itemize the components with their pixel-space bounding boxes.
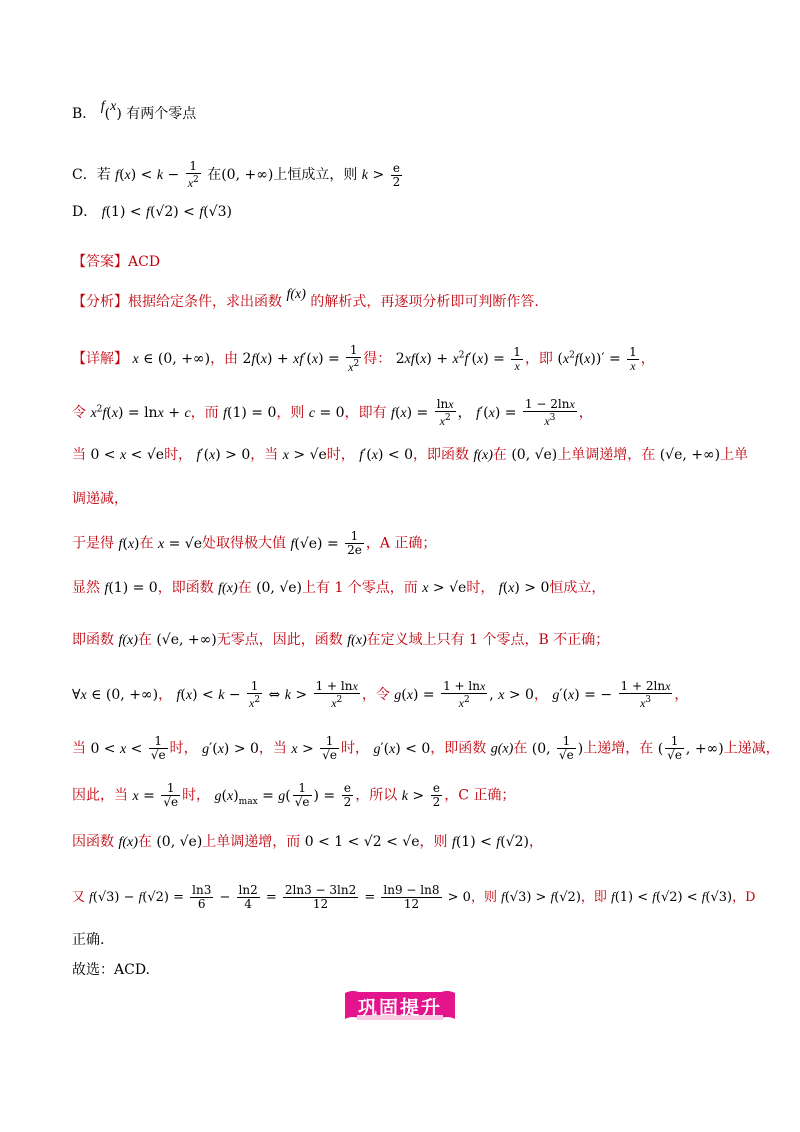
detail-line-4: 调递减， bbox=[72, 491, 128, 507]
option-b-text: 有两个零点 bbox=[126, 106, 197, 122]
detail-line-13: 正确. bbox=[72, 932, 105, 948]
detail-line-8: ∀x ∈ (0, +∞)， f(x) < k − $\frac{1}{x^2}$ ⇔ k > $\frac{1 + \ln x}{x^2}$ ，令 g(x) = $\frac{1 + \ln x}{x^2}$ , x > 0， g′(x) = − $\frac{1 + 2\ln x}{x^3}$ ， bbox=[72, 679, 689, 710]
detail-line-10: 因此，当 x = $\frac{1}{√e}$ 时， $g(x)_{max} = g$( $\frac{1}{√e}$ ) = $\frac{e}{2}$ ，所以 k > $\frac{e}{2}$ ，C 正确； bbox=[72, 781, 516, 809]
consolidation-banner bbox=[343, 989, 457, 1023]
detail-line-1: 【详解】 x ∈ (0, +∞)，由 2f(x) + xf′(x) = $\frac{1}{x^2}$ 得： $2xf(x) + x^2f'(x)$ = $\frac{1}{x}$ ，即 $(x^2f(x))'$ = $\frac{1}{x}$ ， bbox=[72, 343, 655, 374]
answer-tag: 【答案】 bbox=[72, 254, 128, 270]
banner-text: 巩固提升 bbox=[357, 997, 442, 1019]
option-d: D． f(1) < f(√2) < f(√3) bbox=[72, 204, 232, 220]
option-c: C．若 f(x) < k − $\frac{1}{x^2}$ 在(0, +∞)上恒成立，则 k > $\frac{e}{2}$ bbox=[72, 159, 401, 190]
answer-line bbox=[72, 252, 740, 272]
detail-line-7: 即函数 f(x)在 (√e, +∞)无零点，因此，函数 f(x)在定义域上只有 1 个零点，B 不正确； bbox=[72, 632, 610, 648]
option-b: B． f(x) 有两个零点 bbox=[72, 99, 197, 122]
answer-value: ACD bbox=[128, 254, 161, 270]
detail-line-5: 于是得 f(x)在 x = √e处取得极大值 f(√e) = $\frac{1}{2e}$ ，A 正确； bbox=[72, 529, 437, 557]
detail-line-6: 显然 f(1) = 0，即函数 f(x)在 (0, √e)上有 1 个零点，而 x > √e时， f(x) > 0恒成立， bbox=[72, 580, 606, 596]
analysis-line: 【分析】根据给定条件，求出函数 f(x) 的解析式，再逐项分析即可判断作答. bbox=[72, 287, 539, 310]
detail-line-14: 故选：ACD. bbox=[72, 962, 150, 978]
option-b-label: B． bbox=[72, 106, 97, 122]
detail-line-2: 令 $x^2f(x) = \ln x + c$，而 f(1) = 0，则 c = 0，即有 f(x) = $\frac{\ln x}{x^2}$ ， f′(x) = $\frac{1 - 2\ln x}{x^3}$ ， bbox=[72, 397, 593, 428]
detail-line-12: 又 f(√3) − f(√2) = $\frac{\ln 3}{6}$ − $\frac{\ln 2}{4}$ = $\frac{2\ln 3 - 3\ln 2}{12}$ = $\frac{\ln 9 - \ln 8}{12}$ > 0，则 f(√3) > f(√2)，即 f(1) < f(√2) < f(√3)，D bbox=[72, 883, 756, 911]
detail-line-9: 当 0 < x < $\frac{1}{√e}$ 时， g′(x) > 0，当 x > $\frac{1}{√e}$ 时， g′(x) < 0，即函数 g(x)在 (0, $\frac{1}{√e}$ )上递增，在 ( $\frac{1}{√e}$ , +∞)上递减， bbox=[72, 734, 780, 762]
detail-line-11: 因函数 f(x)在 (0, √e)上单调递增，而 0 < 1 < √2 < √e，则 f(1) < f(√2)， bbox=[72, 834, 543, 850]
detail-line-3: 当 0 < x < √e时， f′(x) > 0，当 x > √e时， f′(x) < 0，即函数 f(x)在 (0, √e)上单调递增，在 (√e, +∞)上单 bbox=[72, 447, 749, 463]
